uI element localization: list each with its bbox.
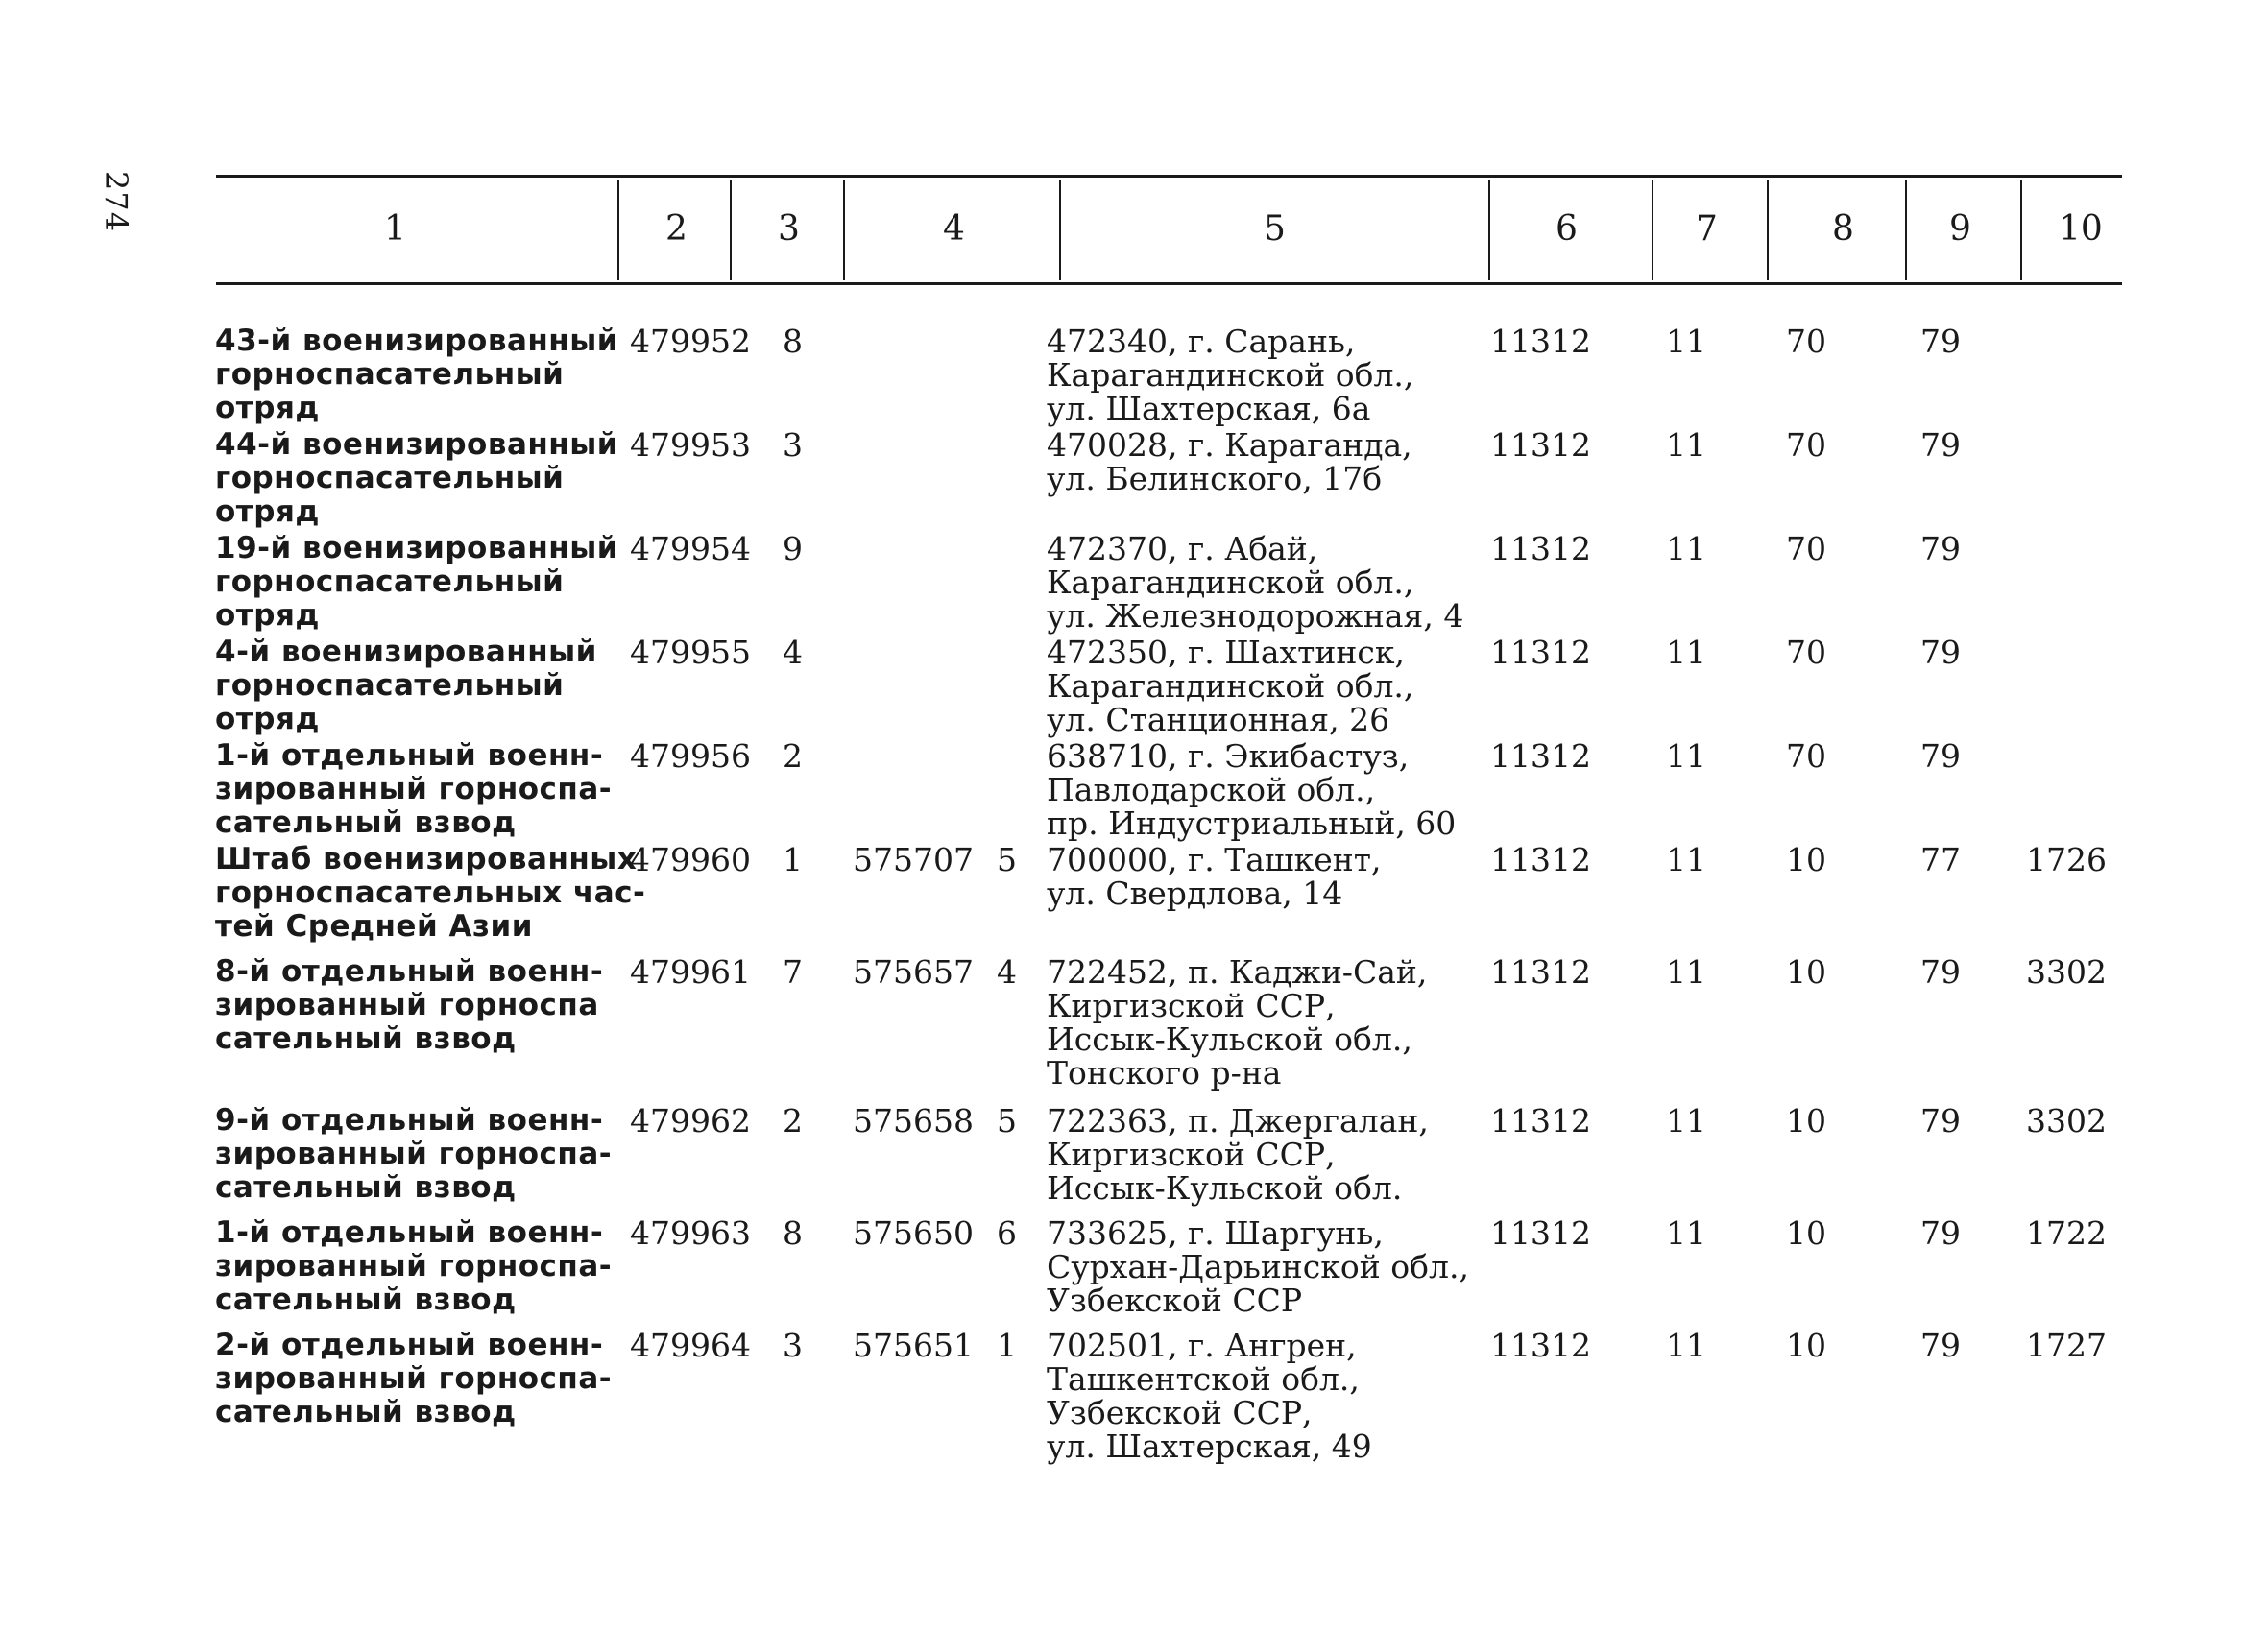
header-col-6: 6 — [1556, 209, 1578, 249]
column-divider — [1059, 180, 1061, 280]
header-col-3: 3 — [778, 209, 800, 249]
cell-code: 479954 — [630, 530, 751, 567]
cell-okpo: 575651 — [853, 1327, 974, 1364]
cell-col8: 70 — [1786, 737, 1826, 775]
cell-okpo: 575658 — [853, 1102, 974, 1140]
cell-check: 3 — [783, 1327, 803, 1364]
cell-col9: 79 — [1920, 1327, 1961, 1364]
cell-col6: 11312 — [1490, 841, 1591, 878]
cell-col7: 11 — [1666, 737, 1706, 775]
cell-check: 1 — [783, 841, 803, 878]
cell-col8: 70 — [1786, 634, 1826, 671]
cell-code: 479963 — [630, 1214, 751, 1252]
cell-okpo: 575650 — [853, 1214, 974, 1252]
cell-check: 8 — [783, 1214, 803, 1252]
table-top-rule — [216, 175, 2122, 178]
table-header-rule — [216, 282, 2122, 285]
cell-col9: 79 — [1920, 737, 1961, 775]
header-col-5: 5 — [1264, 209, 1286, 249]
cell-col9: 79 — [1920, 426, 1961, 464]
cell-name: 43-й военизированный горноспасательный отряд — [215, 324, 618, 425]
cell-okpo-check: 4 — [997, 953, 1017, 991]
cell-col6: 11312 — [1490, 530, 1591, 567]
cell-code: 479960 — [630, 841, 751, 878]
cell-col8: 70 — [1786, 426, 1826, 464]
cell-code: 479964 — [630, 1327, 751, 1364]
page-number: 274 — [98, 171, 134, 233]
cell-col6: 11312 — [1490, 737, 1591, 775]
column-divider — [1767, 180, 1769, 280]
cell-col7: 11 — [1666, 841, 1706, 878]
cell-name: Штаб военизированных горноспасательных час- тей Средней Азии — [215, 842, 646, 944]
cell-col8: 10 — [1786, 1327, 1826, 1364]
cell-name: 8-й отдельный военн- зированный горноспа сательный взвод — [215, 954, 604, 1056]
header-col-9: 9 — [1949, 209, 1971, 249]
cell-name: 1-й отдельный военн- зированный горноспа- сательный взвод — [215, 738, 613, 840]
header-col-8: 8 — [1832, 209, 1854, 249]
cell-okpo: 575707 — [853, 841, 974, 878]
cell-col7: 11 — [1666, 1102, 1706, 1140]
cell-address: 472350, г. Шахтинск, Карагандинской обл., ул. Станционная, 26 — [1047, 634, 1414, 738]
cell-okpo-check: 5 — [997, 841, 1017, 878]
cell-check: 2 — [783, 737, 803, 775]
cell-col8: 10 — [1786, 953, 1826, 991]
cell-col9: 77 — [1920, 841, 1961, 878]
cell-col10: 1722 — [2026, 1214, 2107, 1252]
cell-name: 4-й военизированный горноспасательный отряд — [215, 635, 597, 736]
cell-col10: 3302 — [2026, 953, 2107, 991]
header-col-10: 10 — [2059, 209, 2103, 249]
cell-name: 1-й отдельный военн- зированный горноспа- сательный взвод — [215, 1215, 613, 1317]
cell-col6: 11312 — [1490, 323, 1591, 360]
cell-address: 700000, г. Ташкент, ул. Свердлова, 14 — [1047, 841, 1382, 912]
cell-code: 479955 — [630, 634, 751, 671]
cell-check: 2 — [783, 1102, 803, 1140]
cell-check: 8 — [783, 323, 803, 360]
cell-code: 479956 — [630, 737, 751, 775]
cell-col8: 70 — [1786, 323, 1826, 360]
cell-check: 4 — [783, 634, 803, 671]
cell-okpo-check: 5 — [997, 1102, 1017, 1140]
cell-okpo: 575657 — [853, 953, 974, 991]
cell-col8: 10 — [1786, 841, 1826, 878]
cell-col6: 11312 — [1490, 426, 1591, 464]
cell-address: 722452, п. Каджи-Сай, Киргизской ССР, Иссык-Кульской обл., Тонского р-на — [1047, 953, 1428, 1092]
column-divider — [1488, 180, 1490, 280]
cell-col8: 70 — [1786, 530, 1826, 567]
column-divider — [730, 180, 732, 280]
header-col-7: 7 — [1696, 209, 1718, 249]
cell-col8: 10 — [1786, 1102, 1826, 1140]
column-divider — [617, 180, 619, 280]
column-divider — [1905, 180, 1907, 280]
cell-code: 479952 — [630, 323, 751, 360]
cell-address: 472370, г. Абай, Карагандинской обл., ул. Железнодорожная, 4 — [1047, 530, 1464, 635]
cell-code: 479953 — [630, 426, 751, 464]
column-divider — [2020, 180, 2022, 280]
cell-col10: 1727 — [2026, 1327, 2107, 1364]
cell-address: 470028, г. Караганда, ул. Белинского, 17б — [1047, 426, 1412, 497]
cell-okpo-check: 6 — [997, 1214, 1017, 1252]
cell-col9: 79 — [1920, 323, 1961, 360]
cell-col7: 11 — [1666, 426, 1706, 464]
cell-check: 3 — [783, 426, 803, 464]
cell-col7: 11 — [1666, 634, 1706, 671]
cell-col6: 11312 — [1490, 1327, 1591, 1364]
cell-address: 472340, г. Сарань, Карагандинской обл., ул. Шахтерская, 6а — [1047, 323, 1414, 427]
cell-col7: 11 — [1666, 953, 1706, 991]
cell-code: 479962 — [630, 1102, 751, 1140]
cell-col10: 3302 — [2026, 1102, 2107, 1140]
cell-name: 2-й отдельный военн- зированный горноспа- сательный взвод — [215, 1328, 613, 1429]
header-col-2: 2 — [665, 209, 688, 249]
cell-code: 479961 — [630, 953, 751, 991]
header-col-4: 4 — [943, 209, 965, 249]
cell-col7: 11 — [1666, 323, 1706, 360]
cell-col9: 79 — [1920, 953, 1961, 991]
cell-name: 9-й отдельный военн- зированный горноспа- сательный взвод — [215, 1103, 613, 1205]
cell-col6: 11312 — [1490, 634, 1591, 671]
cell-col7: 11 — [1666, 1214, 1706, 1252]
cell-col9: 79 — [1920, 530, 1961, 567]
cell-check: 7 — [783, 953, 803, 991]
cell-col6: 11312 — [1490, 1214, 1591, 1252]
column-divider — [1652, 180, 1653, 280]
cell-name: 19-й военизированный горноспасательный отряд — [215, 531, 618, 633]
cell-okpo-check: 1 — [997, 1327, 1017, 1364]
cell-col7: 11 — [1666, 530, 1706, 567]
cell-address: 702501, г. Ангрен, Ташкентской обл., Узбекской ССР, ул. Шахтерская, 49 — [1047, 1327, 1372, 1465]
cell-col6: 11312 — [1490, 953, 1591, 991]
cell-col9: 79 — [1920, 634, 1961, 671]
header-col-1: 1 — [384, 209, 406, 249]
cell-col9: 79 — [1920, 1102, 1961, 1140]
cell-check: 9 — [783, 530, 803, 567]
cell-address: 638710, г. Экибастуз, Павлодарской обл., пр. Индустриальный, 60 — [1047, 737, 1457, 842]
column-divider — [843, 180, 845, 280]
cell-name: 44-й военизированный горноспасательный отряд — [215, 427, 618, 529]
cell-col9: 79 — [1920, 1214, 1961, 1252]
cell-col7: 11 — [1666, 1327, 1706, 1364]
cell-col10: 1726 — [2026, 841, 2107, 878]
cell-col8: 10 — [1786, 1214, 1826, 1252]
cell-col6: 11312 — [1490, 1102, 1591, 1140]
cell-address: 722363, п. Джергалан, Киргизской ССР, Иссык-Кульской обл. — [1047, 1102, 1429, 1207]
cell-address: 733625, г. Шаргунь, Сурхан-Дарьинской обл., Узбекской ССР — [1047, 1214, 1469, 1319]
